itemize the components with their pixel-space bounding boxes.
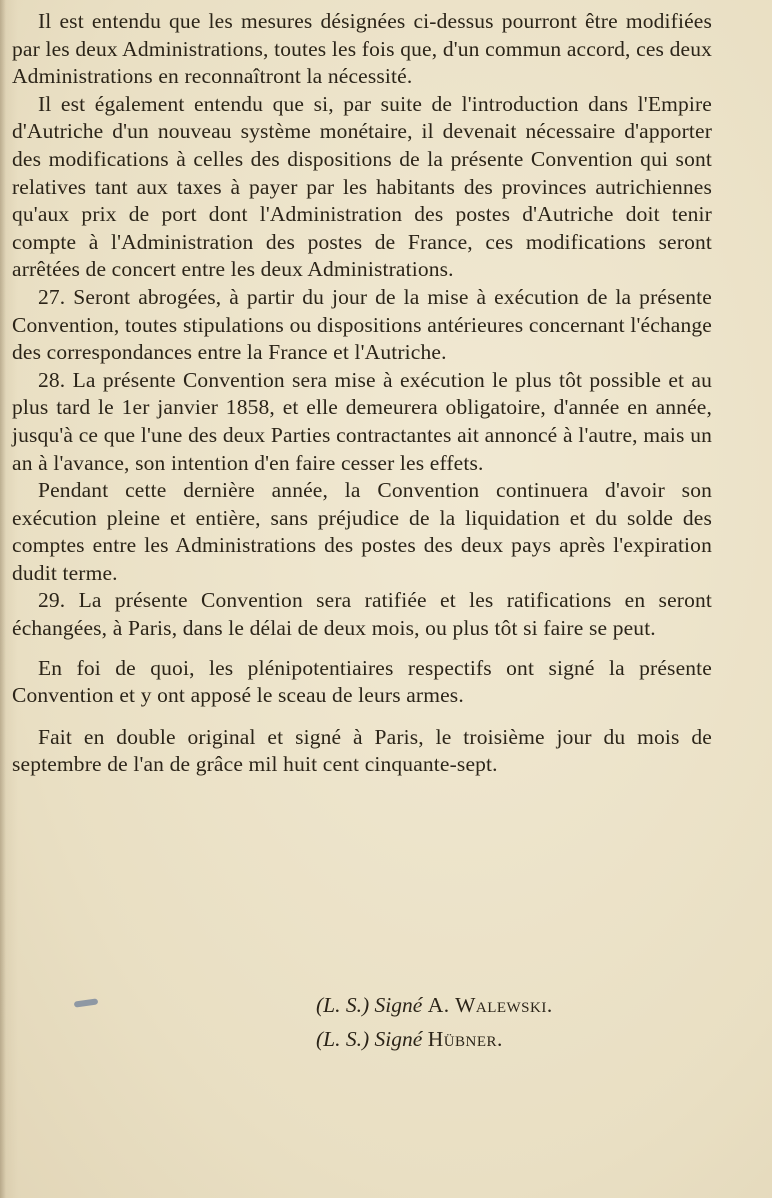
paragraph-final-year: Pendant cette dernière année, la Convention continuera d'avoir son exécution pleine et entière, sans préjudice de la liquidation et du solde des comptes entre les Administrations des postes des deux pays après l'expiration dudit terme. bbox=[12, 478, 712, 585]
signatory-name: Hübner. bbox=[427, 1027, 503, 1051]
page-edge-shadow bbox=[0, 0, 6, 1198]
signed-word: Signé bbox=[374, 993, 423, 1017]
signature-block bbox=[316, 988, 553, 1056]
signature-hubner bbox=[316, 1022, 553, 1056]
ink-mark bbox=[74, 998, 99, 1007]
paragraph-article-28: 28. La présente Convention sera mise à exécution le plus tôt possible et au plus tard le 1er janvier 1858, et elle demeurera obligatoire, d'année en année, jusqu'à ce que l'une des deux Parties contractantes ait annoncé à l'autre, mais un an à l'avance, son intention d'en faire cesser les effets. bbox=[12, 367, 712, 475]
paragraph-article-29: 29. La présente Convention sera ratifiée et les ratifications en seront échangées, à Paris, dans le délai de deux mois, ou plus tôt si faire se peut. bbox=[12, 588, 712, 641]
seal-marker: (L. S.) bbox=[316, 1027, 370, 1051]
signed-word: Signé bbox=[374, 1027, 423, 1051]
signatory-name: A. Walewski. bbox=[427, 993, 553, 1017]
document-body bbox=[12, 8, 712, 779]
paragraph-in-witness: En foi de quoi, les plénipotentiaires respectifs ont signé la présente Convention et y ont apposé le sceau de leurs armes. bbox=[12, 655, 712, 708]
paragraph-monetary-system: Il est également entendu que si, par suite de l'introduction dans l'Empire d'Autriche d'un nouveau système monétaire, il devenait nécessaire d'apporter des modifications à celles des dispositions de la présente Convention qui sont relatives tant aux taxes à payer par les habitants des provinces autrichiennes qu'aux prix de port dont l'Administration des postes d'Autriche doit tenir compte à l'Administration des postes de France, ces modifications seront arrêtées de concert entre les deux Administrations. bbox=[12, 91, 712, 282]
cropped-page-number-fragment bbox=[110, 0, 530, 7]
seal-marker: (L. S.) bbox=[316, 993, 370, 1017]
paragraph-done-at-paris: Fait en double original et signé à Paris, le troisième jour du mois de septembre de l'an de grâce mil huit cent cinquante-sept. bbox=[12, 724, 712, 777]
signature-walewski bbox=[316, 988, 553, 1022]
paragraph-admin-modifications: Il est entendu que les mesures désignées ci-dessus pourront être modifiées par les deux Administrations, toutes les fois que, d'un commun accord, ces deux Administrations en reconnaîtront la nécessité. bbox=[12, 9, 712, 89]
paragraph-article-27: 27. Seront abrogées, à partir du jour de la mise à exécution de la présente Convention, toutes stipulations ou dispositions antérieures concernant l'échange des correspondances entre la France et l'Autriche. bbox=[12, 284, 712, 365]
